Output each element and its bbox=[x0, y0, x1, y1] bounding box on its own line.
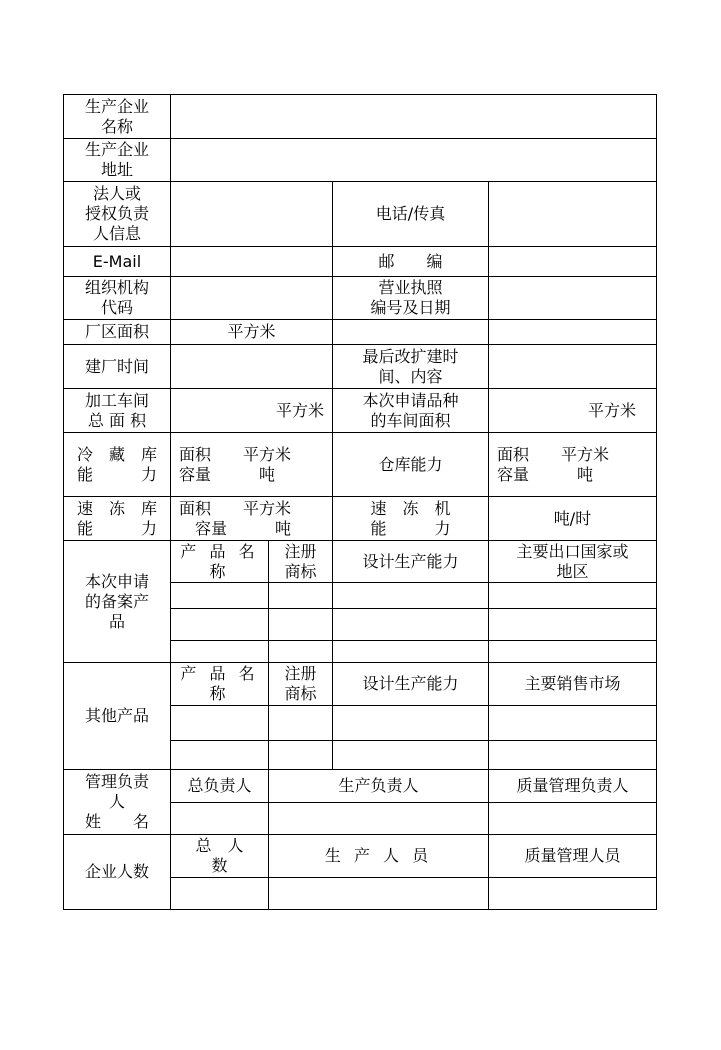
table-cell[interactable] bbox=[170, 705, 269, 741]
workshop-area-unit: 平方米 bbox=[275, 400, 324, 420]
table-cell[interactable] bbox=[268, 705, 333, 741]
registration-form-table bbox=[64, 95, 657, 910]
managers-label: 管理负责 人 姓 名 bbox=[63, 769, 171, 835]
table-cell[interactable] bbox=[268, 740, 333, 770]
postcode-label: 邮 编 bbox=[332, 246, 489, 277]
quality-manager-header: 质量管理负责人 bbox=[488, 769, 657, 803]
other-product-name-header: 产 品 名 称 bbox=[170, 662, 269, 706]
market-header: 主要销售市场 bbox=[488, 662, 657, 706]
enterprise-name-label: 生产企业 名称 bbox=[63, 94, 171, 139]
table-cell[interactable] bbox=[332, 740, 489, 770]
business-license-field[interactable] bbox=[488, 276, 657, 320]
business-license-label: 营业执照 编号及日期 bbox=[332, 276, 489, 320]
export-header: 主要出口国家或 地区 bbox=[488, 540, 657, 583]
phone-fax-label: 电话/传真 bbox=[332, 181, 489, 247]
email-field[interactable] bbox=[170, 246, 333, 277]
postcode-field[interactable] bbox=[488, 246, 657, 277]
cold-storage-field[interactable]: 面积 平方米 容量 吨 bbox=[170, 432, 333, 497]
production-staff-header: 生 产 人 员 bbox=[268, 834, 489, 878]
build-time-field[interactable] bbox=[170, 344, 333, 389]
quality-staff-field[interactable] bbox=[488, 877, 657, 910]
table-cell[interactable] bbox=[488, 608, 657, 641]
table-cell[interactable] bbox=[170, 608, 269, 641]
quality-manager-field[interactable] bbox=[488, 802, 657, 835]
warehouse-field[interactable]: 面积 平方米 容量 吨 bbox=[488, 432, 657, 497]
other-products-label: 其他产品 bbox=[63, 662, 171, 770]
plant-area-label: 厂区面积 bbox=[63, 319, 171, 345]
table-cell[interactable] bbox=[170, 582, 269, 609]
product-workshop-label: 本次申请品种 的车间面积 bbox=[332, 388, 489, 433]
quick-freeze-field[interactable]: 面积 平方米 容量 吨 bbox=[170, 496, 333, 541]
product-name-header: 产 品 名 称 bbox=[170, 540, 269, 583]
quality-staff-header: 质量管理人员 bbox=[488, 834, 657, 878]
production-manager-field[interactable] bbox=[268, 802, 489, 835]
email-label: E-Mail bbox=[63, 246, 171, 277]
cold-storage-label: 冷 藏 库 能 力 bbox=[63, 432, 171, 497]
table-cell[interactable] bbox=[488, 582, 657, 609]
enterprise-address-field[interactable] bbox=[170, 138, 657, 182]
workshop-area-label: 加工车间 总 面 积 bbox=[63, 388, 171, 433]
other-trademark-header: 注册 商标 bbox=[268, 662, 333, 706]
freezer-label: 速 冻 机 能 力 bbox=[332, 496, 489, 541]
trademark-header: 注册 商标 bbox=[268, 540, 333, 583]
renovation-field[interactable] bbox=[488, 344, 657, 389]
table-cell[interactable] bbox=[268, 640, 333, 663]
plant-area-unit: 平方米 bbox=[227, 322, 276, 341]
table-cell[interactable] bbox=[332, 608, 489, 641]
legal-rep-field[interactable] bbox=[170, 181, 333, 247]
table-cell[interactable] bbox=[488, 740, 657, 770]
workshop-area-field[interactable] bbox=[170, 388, 333, 433]
table-cell[interactable] bbox=[488, 640, 657, 663]
enterprise-address-label: 生产企业 地址 bbox=[63, 138, 171, 182]
total-staff-header: 总 人 数 bbox=[170, 834, 269, 878]
plant-area-blank-2[interactable] bbox=[488, 319, 657, 345]
plant-area-field[interactable] bbox=[170, 319, 333, 345]
table-cell[interactable] bbox=[488, 705, 657, 741]
product-workshop-field[interactable] bbox=[488, 388, 657, 433]
general-manager-header: 总负责人 bbox=[170, 769, 269, 803]
freezer-unit: 吨/时 bbox=[553, 508, 592, 528]
warehouse-label: 仓库能力 bbox=[332, 432, 489, 497]
table-cell[interactable] bbox=[332, 582, 489, 609]
legal-rep-label: 法人或 授权负责 人信息 bbox=[63, 181, 171, 247]
enterprise-name-field[interactable] bbox=[170, 94, 657, 139]
renovation-label: 最后改扩建时 间、内容 bbox=[332, 344, 489, 389]
table-cell[interactable] bbox=[332, 640, 489, 663]
quick-freeze-label: 速 冻 库 能 力 bbox=[63, 496, 171, 541]
plant-area-blank[interactable] bbox=[332, 319, 489, 345]
general-manager-field[interactable] bbox=[170, 802, 269, 835]
table-cell[interactable] bbox=[268, 608, 333, 641]
staff-label: 企业人数 bbox=[63, 834, 171, 910]
table-cell[interactable] bbox=[268, 582, 333, 609]
table-cell[interactable] bbox=[170, 640, 269, 663]
table-cell[interactable] bbox=[170, 740, 269, 770]
build-time-label: 建厂时间 bbox=[63, 344, 171, 389]
production-staff-field[interactable] bbox=[268, 877, 489, 910]
freezer-field[interactable] bbox=[488, 496, 657, 541]
table-cell[interactable] bbox=[332, 705, 489, 741]
product-workshop-unit: 平方米 bbox=[587, 400, 636, 420]
other-capacity-header: 设计生产能力 bbox=[332, 662, 489, 706]
org-code-label: 组织机构 代码 bbox=[63, 276, 171, 320]
filed-products-label: 本次申请 的备案产 品 bbox=[63, 540, 171, 663]
capacity-header: 设计生产能力 bbox=[332, 540, 489, 583]
total-staff-field[interactable] bbox=[170, 877, 269, 910]
production-manager-header: 生产负责人 bbox=[268, 769, 489, 803]
phone-fax-field[interactable] bbox=[488, 181, 657, 247]
org-code-field[interactable] bbox=[170, 276, 333, 320]
